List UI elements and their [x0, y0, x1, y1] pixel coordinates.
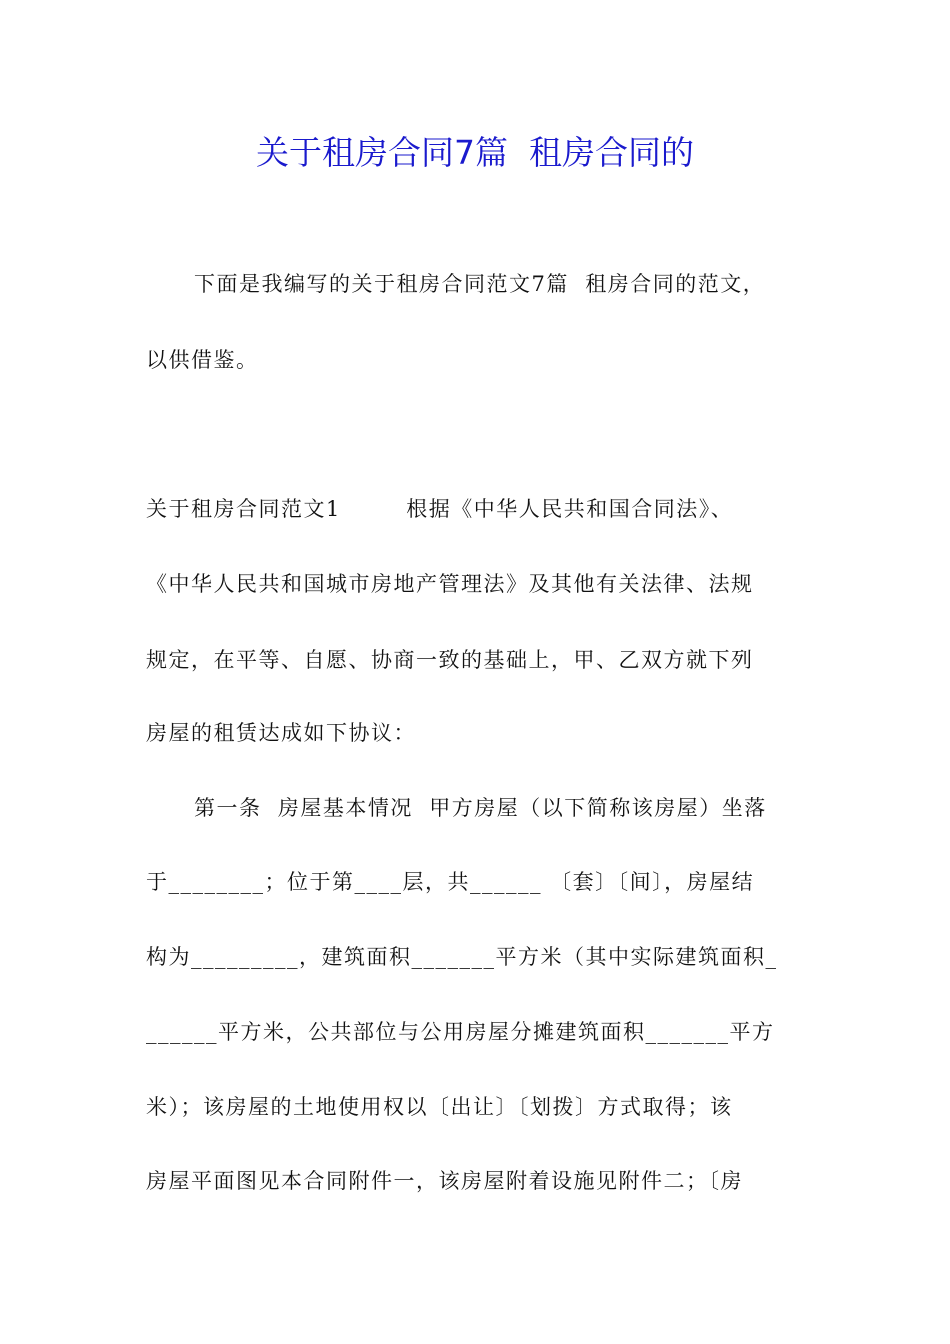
- intro-line-1: 下面是我编写的关于租房合同范文7篇 租房合同的范文，: [194, 272, 766, 296]
- article-line-6: 房屋平面图见本合同附件一，该房屋附着设施见附件二；〔房: [146, 1169, 743, 1193]
- paragraph-line-3: 规定，在平等、自愿、协商一致的基础上，甲、乙双方就下列: [146, 648, 754, 672]
- intro-line-2: 以供借鉴。: [146, 348, 259, 372]
- paragraph-line-4: 房屋的租赁达成如下协议：: [146, 721, 416, 745]
- paragraph-line-2: 《中华人民共和国城市房地产管理法》及其他有关法律、法规: [146, 572, 754, 596]
- article-line-5: 米）；该房屋的土地使用权以〔出让〕〔划拨〕方式取得；该: [146, 1095, 733, 1119]
- article-line-4: ______平方米，公共部位与公用房屋分摊建筑面积_______平方: [146, 1020, 775, 1044]
- article-line-3: 构为_________，建筑面积_______平方米（其中实际建筑面积_: [146, 945, 778, 969]
- paragraph-line-1: 关于租房合同范文1 根据《中华人民共和国合同法》、: [146, 497, 734, 521]
- article-line-1: 第一条 房屋基本情况 甲方房屋（以下简称该房屋）坐落: [194, 796, 767, 820]
- article-line-2: 于________；位于第____层，共______ 〔套〕〔间〕，房屋结: [146, 870, 755, 894]
- document-title: 关于租房合同7篇 租房合同的: [256, 133, 694, 172]
